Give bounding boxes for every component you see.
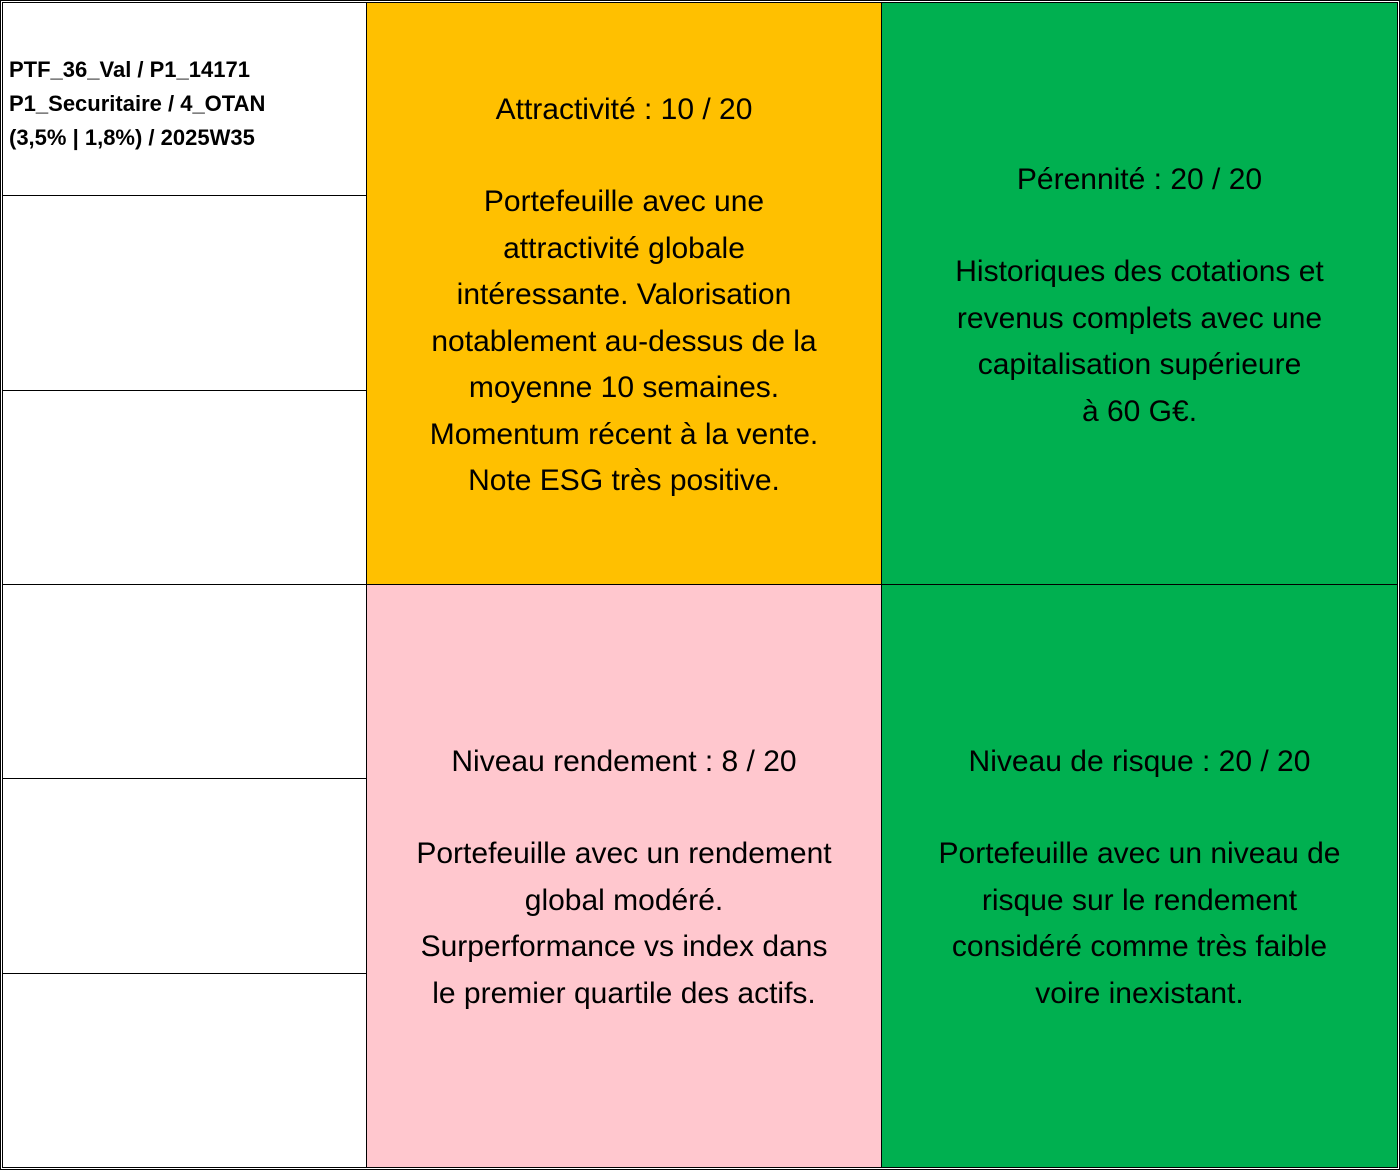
portfolio-period: (3,5% | 1,8%) / 2025W35 [9,125,255,150]
attractivite-description-line: Portefeuille avec une [483,185,765,218]
risque-description-line: risque sur le rendement [981,883,1298,917]
portfolio-profile: P1_Securitaire / 4_OTAN [9,91,266,116]
attractivite-card [366,2,882,585]
attractivite-title: Attractivité : 10 / 20 [495,93,753,126]
perennite-description-line: Historiques des cotations et [955,255,1324,288]
risque-card [881,584,1398,1168]
attractivite-description-line: Momentum récent à la vente. [429,417,819,451]
risque-description-line: considéré comme très faible [951,930,1328,963]
portfolio-header-cell [2,2,367,196]
rendement-description-line: le premier quartile des actifs. [432,976,816,1010]
risque-title: Niveau de risque : 20 / 20 [968,745,1311,778]
rendement-title: Niveau rendement : 8 / 20 [451,745,797,778]
attractivite-description-line: moyenne 10 semaines. [468,371,780,404]
perennite-title: Pérennité : 20 / 20 [1016,163,1263,196]
empty-cell [2,584,367,779]
attractivite-description-line: Note ESG très positive. [468,464,780,497]
empty-cell [2,390,367,585]
empty-cell [2,778,367,974]
empty-cell [2,973,367,1168]
rendement-description-line: Surperformance vs index dans [420,930,828,963]
attractivite-description-line: intéressante. Valorisation [456,278,792,311]
perennite-description-line: à 60 G€. [1081,394,1198,428]
empty-cell [2,195,367,391]
rendement-card [366,584,882,1168]
attractivite-description-line: notablement au-dessus de la [431,324,817,358]
perennite-card [881,2,1398,585]
perennite-description-line: revenus complets avec une [956,301,1323,335]
rendement-description-line: global modéré. [524,883,724,917]
attractivite-description-line: attractivité globale [503,231,745,265]
risque-description-line: Portefeuille avec un niveau de [938,837,1341,870]
perennite-description-line: capitalisation supérieure [977,348,1302,381]
portfolio-id: PTF_36_Val / P1_14171 [9,57,250,82]
risque-description-line: voire inexistant. [1035,976,1244,1010]
rendement-description-line: Portefeuille avec un rendement [416,837,832,870]
